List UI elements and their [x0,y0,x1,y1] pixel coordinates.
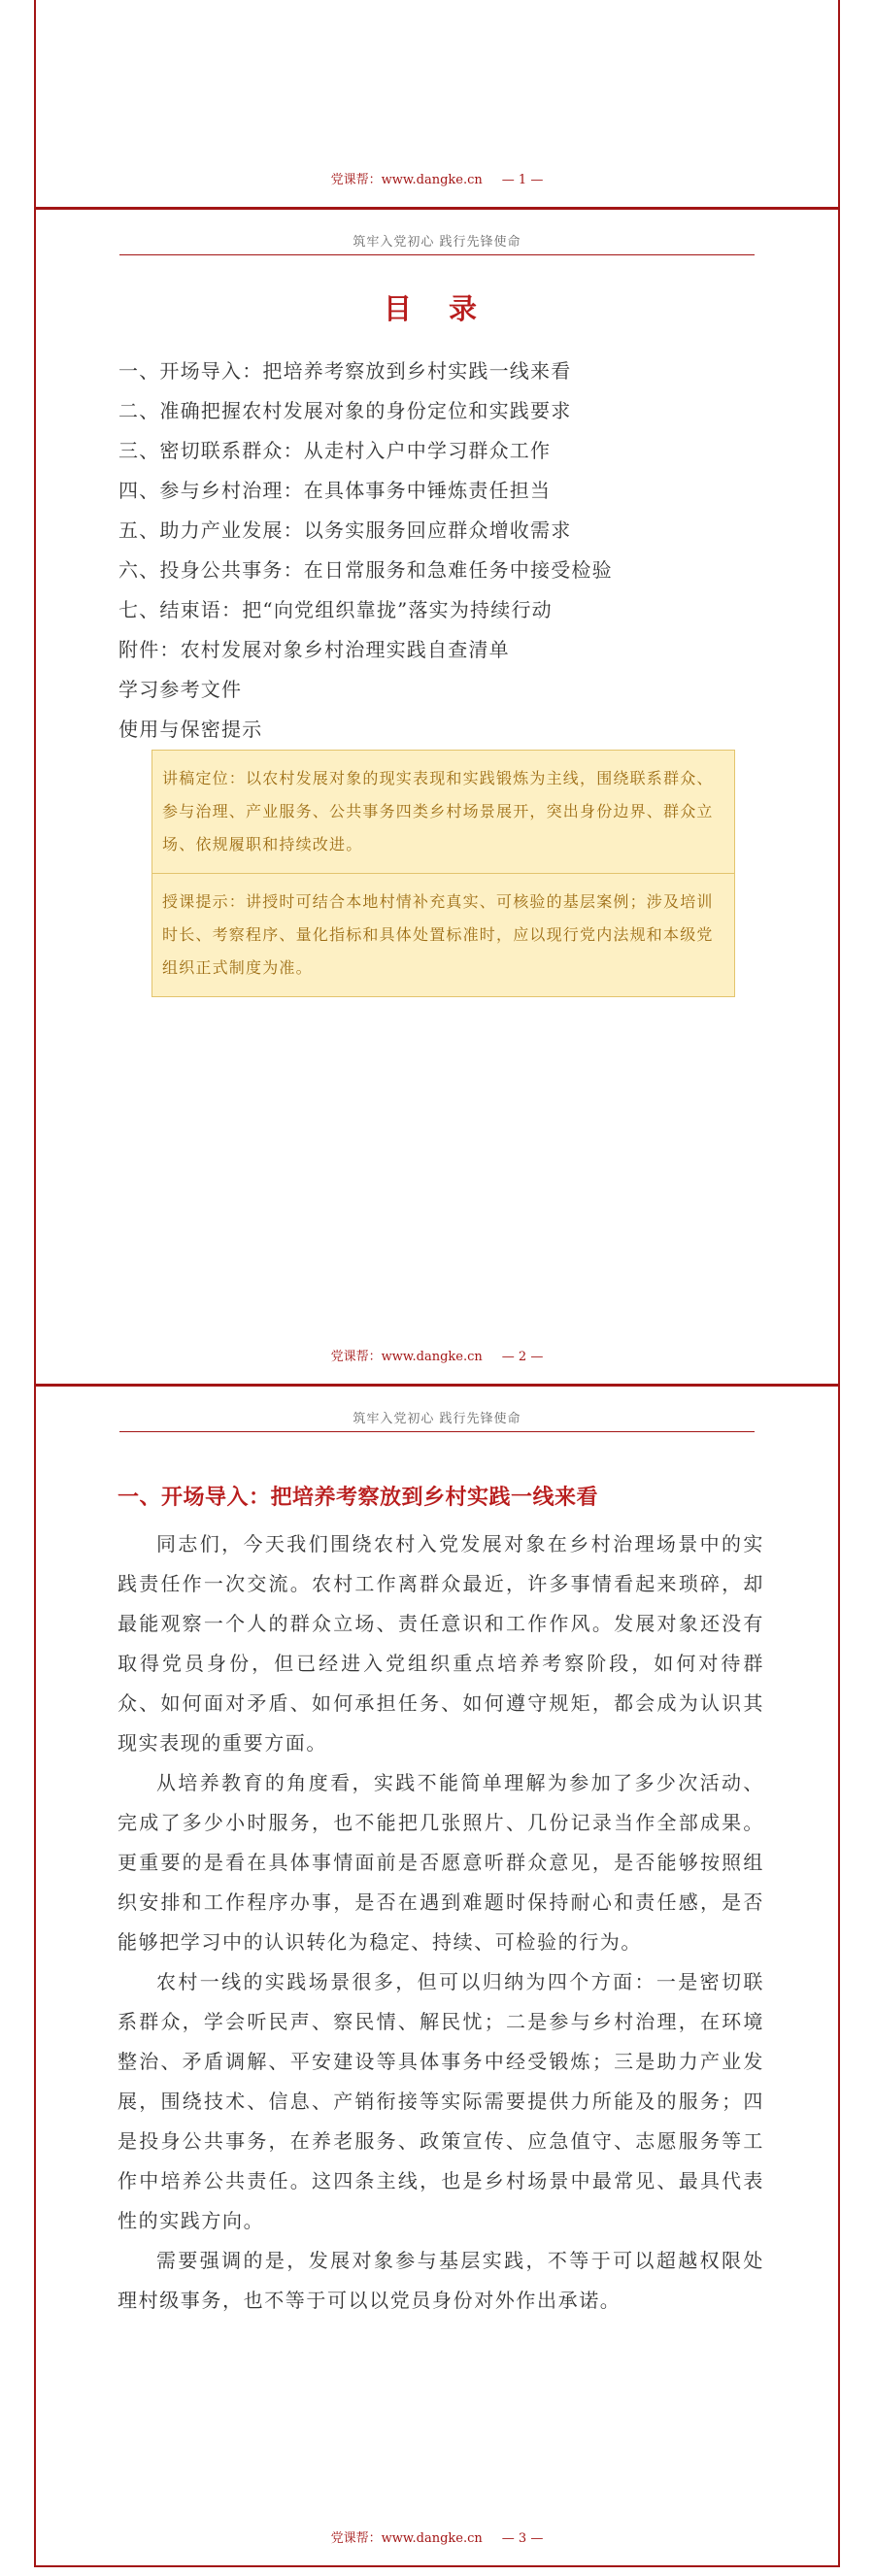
section-body [118,1524,764,2321]
toc-item[interactable]: 二、准确把握农村发展对象的身份定位和实践要求 [118,399,572,422]
page-2 [34,210,840,1387]
page-number: — 3 — [501,2531,544,2546]
page-1 [34,0,840,210]
page-header: 筑牢入党初心 践行先锋使命 [353,235,521,250]
toc-item[interactable]: 七、结束语：把“向党组织靠拢”落实为持续行动 [118,598,553,621]
teaching-note: 授课提示：讲授时可结合本地村情补充真实、可核验的基层案例；涉及培训时长、考察程序、量化指标和具体处置标准时，应以现行党内法规和本级党组织正式制度为准。 [152,873,734,996]
page-3 [34,1387,840,2567]
toc-item[interactable]: 学习参考文件 [118,678,243,701]
toc-item[interactable]: 一、开场导入：把培养考察放到乡村实践一线来看 [118,359,572,383]
body-paragraph: 同志们，今天我们围绕农村入党发展对象在乡村治理场景中的实践责任作一次交流。农村工作离群众最近，许多事情看起来琐碎，却最能观察一个人的群众立场、责任意识和工作作风。发展对象还没有取得党员身份，但已经进入党组织重点培养考察阶段，如何对待群众、如何面对矛盾、如何承担任务、如何遵守规矩，都会成为认识其现实表现的重要方面。 [118,1532,764,1755]
toc-item[interactable]: 附件：农村发展对象乡村治理实践自查清单 [118,638,510,661]
toc-item[interactable]: 六、投身公共事务：在日常服务和急难任务中接受检验 [118,558,613,582]
notes-box [151,750,735,997]
page-footer [36,2527,838,2546]
footer-site: 党课帮：www.dangke.cn [330,2531,483,2546]
footer-site: 党课帮：www.dangke.cn [330,173,483,187]
positioning-note: 讲稿定位：以农村发展对象的现实表现和实践锻炼为主线，围绕联系群众、参与治理、产业服务、公共事务四类乡村场景展开，突出身份边界、群众立场、依规履职和持续改进。 [162,769,714,853]
body-paragraph: 从培养教育的角度看，实践不能简单理解为参加了多少次活动、完成了多少小时服务，也不能把几张照片、几份记录当作全部成果。更重要的是看在具体事情面前是否愿意听群众意见，是否能够按照组织安排和工作程序办事，是否在遇到难题时保持耐心和责任感，是否能够把学习中的认识转化为稳定、持续、可检验的行为。 [118,1771,764,1954]
section-title: 一、开场导入：把培养考察放到乡村实践一线来看 [118,1485,599,1510]
toc-item[interactable]: 五、助力产业发展：以务实服务回应群众增收需求 [118,519,572,542]
header-rule [119,1431,755,1432]
toc-item[interactable]: 三、密切联系群众：从走村入户中学习群众工作 [118,439,552,462]
toc-title: 目 录 [383,292,491,325]
toc-item[interactable]: 四、参与乡村治理：在具体事务中锤炼责任担当 [118,479,552,502]
toc-list [118,351,780,750]
body-paragraph: 需要强调的是，发展对象参与基层实践，不等于可以超越权限处理村级事务，也不等于可以以党员身份对外作出承诺。 [118,2249,764,2312]
page-number: — 2 — [501,1350,544,1364]
page-footer [36,1346,838,1364]
page-footer [36,169,838,187]
header-rule [119,254,755,255]
page-header: 筑牢入党初心 践行先锋使命 [353,1412,521,1426]
body-paragraph: 农村一线的实践场景很多，但可以归纳为四个方面：一是密切联系群众，学会听民声、察民情、解民忧；二是参与乡村治理，在环境整治、矛盾调解、平安建设等具体事务中经受锻炼；三是助力产业发展，围绕技术、信息、产销衔接等实际需要提供力所能及的服务；四是投身公共事务，在养老服务、政策宣传、应急值守、志愿服务等工作中培养公共责任。这四条主线，也是乡村场景中最常见、最具代表性的实践方向。 [118,1970,764,2232]
toc-item[interactable]: 使用与保密提示 [118,718,263,741]
page-number: — 1 — [501,173,544,187]
footer-site: 党课帮：www.dangke.cn [330,1350,483,1364]
